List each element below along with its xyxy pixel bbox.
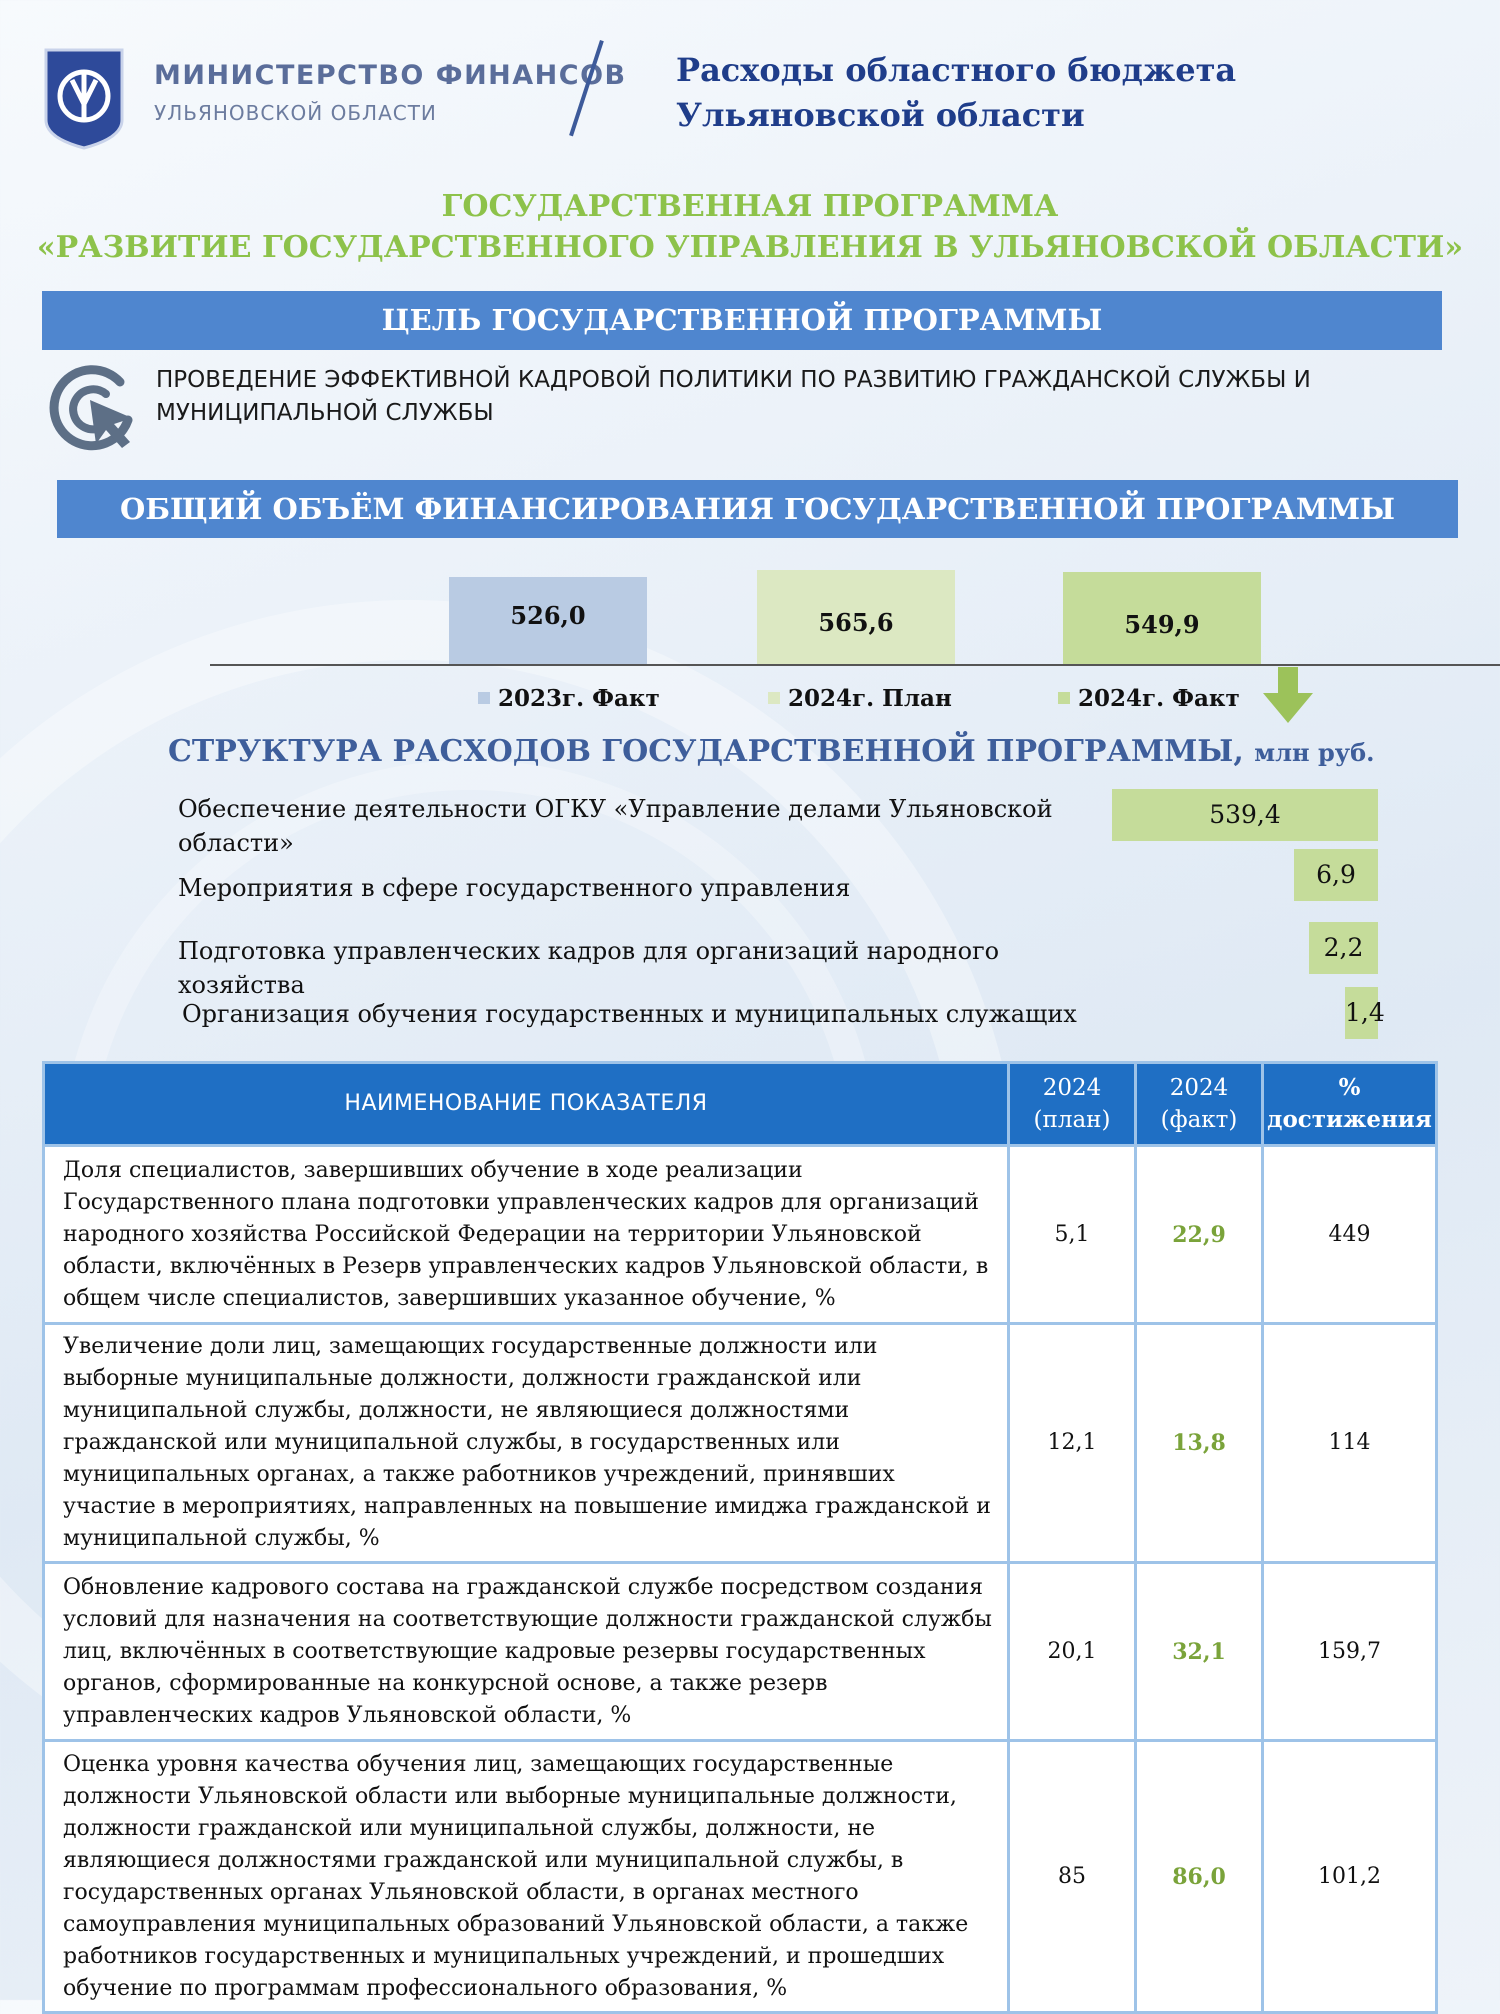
indicator-pct: 114 xyxy=(1263,1324,1437,1563)
column-header-fact-year: 2024 xyxy=(1169,1075,1229,1101)
structure-item-label: Мероприятия в сфере государственного управления xyxy=(178,874,851,902)
column-header-plan-sub: (план) xyxy=(1033,1107,1111,1133)
indicator-plan: 12,1 xyxy=(1009,1324,1136,1563)
indicator-pct: 101,2 xyxy=(1263,1741,1437,2013)
structure-title-text: СТРУКТУРА РАСХОДОВ ГОСУДАРСТВЕННОЙ ПРОГРАММЫ, xyxy=(168,734,1244,769)
table-row xyxy=(44,1324,1437,1563)
ministry-emblem-icon xyxy=(42,46,126,150)
structure-item-bar: 539,4 xyxy=(1112,789,1378,841)
ministry-name xyxy=(154,60,627,125)
indicator-fact: 86,0 xyxy=(1136,1741,1263,2013)
legend-swatch xyxy=(1058,692,1070,704)
ministry-name-line2: УЛЬЯНОВСКОЙ ОБЛАСТИ xyxy=(154,101,437,125)
legend-swatch xyxy=(768,692,780,704)
program-title xyxy=(0,186,1500,268)
structure-item-label: Подготовка управленческих кадров для организаций народного хозяйства xyxy=(178,937,1000,999)
program-title-line2: «РАЗВИТИЕ ГОСУДАРСТВЕННОГО УПРАВЛЕНИЯ В УЛЬЯНОВСКОЙ ОБЛАСТИ» xyxy=(36,230,1464,265)
page-header xyxy=(40,40,1460,160)
indicator-name: Доля специалистов, завершивших обучение в ходе реализации Государственного плана подготовки управленческих кадров для организаций народного хозяйства Российской Федерации на территории Ульяновской области, включённых в Резерв управленческих кадров Ульяновской области, в общем числе специалистов, завершивших указанное обучение, % xyxy=(44,1146,1009,1324)
table-row xyxy=(44,1741,1437,2013)
indicator-name: Увеличение доли лиц, замещающих государственные должности или выборные муниципальные должности, должности гражданской или муниципальной службы, должности, не являющиеся должностями гражданской или муниципальной службы, в государственных или муниципальных органах, а также работников учреждений, принявших участие в мероприятиях, направленных на повышение имиджа гражданской и муниципальной службы, % xyxy=(44,1324,1009,1563)
funding-bar xyxy=(757,570,955,664)
column-header-plan xyxy=(1009,1063,1136,1146)
legend-swatch xyxy=(478,692,490,704)
funding-heading: ОБЩИЙ ОБЪЁМ ФИНАНСИРОВАНИЯ ГОСУДАРСТВЕННОЙ ПРОГРАММЫ xyxy=(57,480,1458,538)
indicators-table xyxy=(42,1061,1438,2014)
legend-label: 2024г. План xyxy=(788,685,952,712)
indicator-pct: 449 xyxy=(1263,1146,1437,1324)
funding-bar xyxy=(449,577,647,664)
legend-label: 2024г. Факт xyxy=(1078,685,1240,712)
goal-text: ПРОВЕДЕНИЕ ЭФФЕКТИВНОЙ КАДРОВОЙ ПОЛИТИКИ ПО РАЗВИТИЮ ГРАЖДАНСКОЙ СЛУЖБЫ И МУНИЦИПАЛЬНОЙ СЛУЖБЫ xyxy=(156,367,1311,426)
funding-bar-value: 549,9 xyxy=(1124,610,1200,639)
funding-bar-value: 565,6 xyxy=(818,608,894,637)
indicator-pct: 159,7 xyxy=(1263,1563,1437,1741)
structure-item-label: Обеспечение деятельности ОГКУ «Управление делами Ульяновской области» xyxy=(178,795,1053,857)
legend-item xyxy=(478,685,660,712)
funding-bar-value: 526,0 xyxy=(510,601,586,630)
structure-item-bar: 6,9 xyxy=(1294,849,1378,901)
table-row xyxy=(44,1146,1437,1324)
funding-bar xyxy=(1063,572,1261,664)
legend-item xyxy=(768,685,952,712)
indicator-name: Обновление кадрового состава на гражданской службе посредством создания условий для назначения на соответствующие должности гражданской службы лиц, включённых в соответствующие кадровые резервы государственных органов, сформированные на конкурсной основе, а также резерв управленческих кадров Ульяновской области, % xyxy=(44,1563,1009,1741)
column-header-pct xyxy=(1263,1063,1437,1146)
structure-item-bar: 1,4 xyxy=(1345,987,1378,1039)
arrow-down-icon xyxy=(1263,667,1313,723)
column-header-fact xyxy=(1136,1063,1263,1146)
program-title-line1: ГОСУДАРСТВЕННАЯ ПРОГРАММА xyxy=(441,189,1059,224)
table-header-row xyxy=(44,1063,1437,1146)
target-cursor-icon xyxy=(46,360,142,456)
column-header-pct-sub: достижения xyxy=(1267,1106,1432,1133)
indicator-name: Оценка уровня качества обучения лиц, замещающих государственные должности Ульяновской области или выборные муниципальные должности, должности гражданской или муниципальной службы, должности, не являющиеся должностями гражданской или муниципальной службы, в государственных органах Ульяновской области, в органах местного самоуправления муниципальных образований Ульяновской области, а также работников государственных и муниципальных учреждений, и прошедших обучение по программам профессионального образования, % xyxy=(44,1741,1009,2013)
structure-item-bar: 2,2 xyxy=(1309,922,1378,974)
column-header-plan-year: 2024 xyxy=(1042,1075,1102,1101)
goal-heading: ЦЕЛЬ ГОСУДАРСТВЕННОЙ ПРОГРАММЫ xyxy=(42,291,1442,350)
indicator-plan: 85 xyxy=(1009,1741,1136,2013)
structure-title xyxy=(168,734,1374,769)
ministry-name-line1: МИНИСТЕРСТВО ФИНАНСОВ xyxy=(154,60,627,91)
indicator-fact: 32,1 xyxy=(1136,1563,1263,1741)
funding-axis xyxy=(210,664,1500,666)
indicator-plan: 20,1 xyxy=(1009,1563,1136,1741)
indicator-fact: 22,9 xyxy=(1136,1146,1263,1324)
table-row xyxy=(44,1563,1437,1741)
column-header-name: НАИМЕНОВАНИЕ ПОКАЗАТЕЛЯ xyxy=(44,1063,1009,1146)
column-header-fact-sub: (факт) xyxy=(1160,1107,1238,1133)
page-title: Расходы областного бюджета Ульяновской области xyxy=(676,51,1237,134)
indicator-plan: 5,1 xyxy=(1009,1146,1136,1324)
legend-label: 2023г. Факт xyxy=(498,685,660,712)
structure-unit: млн руб. xyxy=(1254,738,1375,767)
legend-item xyxy=(1058,685,1240,712)
column-header-pct-top: % xyxy=(1338,1074,1361,1101)
structure-item-label: Организация обучения государственных и муниципальных служащих xyxy=(182,1000,1077,1028)
indicator-fact: 13,8 xyxy=(1136,1324,1263,1563)
